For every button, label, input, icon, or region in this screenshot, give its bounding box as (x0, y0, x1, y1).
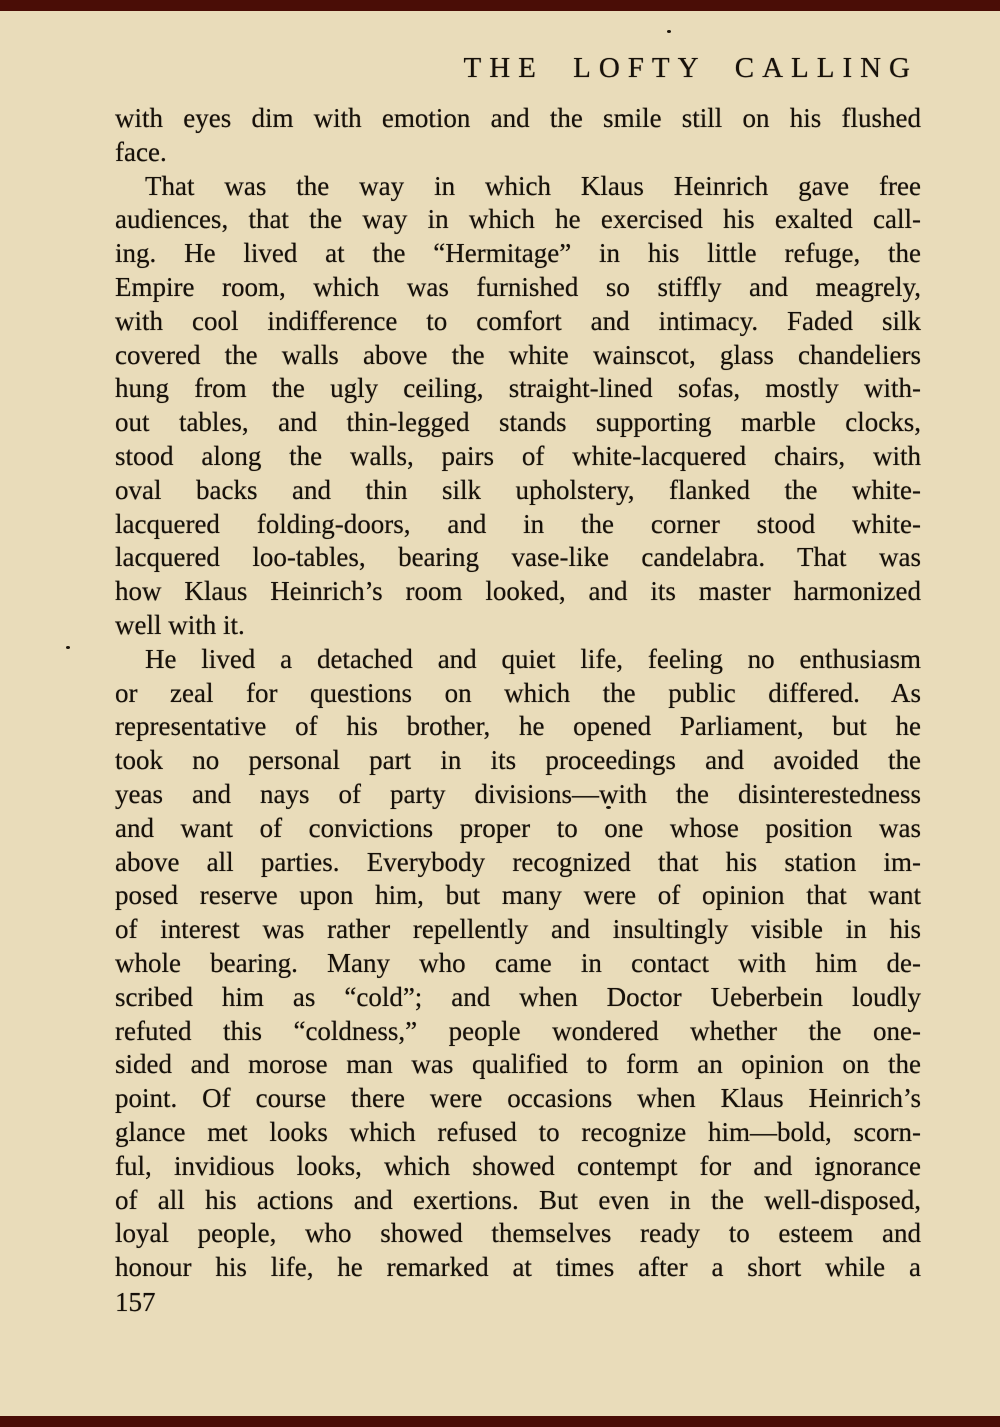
text-line: ful, invidious looks, which showed contempt for and ignorance (115, 1150, 921, 1181)
text-line: sided and morose man was qualified to form an opinion on the (115, 1049, 921, 1080)
text-line: ing. He lived at the “Hermitage” in his little refuge, the (115, 238, 921, 269)
text-line: posed reserve upon him, but many were of opinion that want (115, 880, 921, 911)
text-line: He lived a detached and quiet life, feeling no enthusiasm (145, 643, 921, 674)
text-line: glance met looks which refused to recognize him—bold, scorn- (115, 1116, 921, 1147)
text-line: face. (115, 136, 167, 167)
text-line: yeas and nays of party divisions—with the disinterestedness (115, 778, 921, 809)
text-line: scribed him as “cold”; and when Doctor Ueberbein loudly (115, 981, 921, 1012)
running-header: THE LOFTY CALLING (463, 52, 918, 84)
text-line: honour his life, he remarked at times after a short while a (115, 1252, 921, 1283)
text-line: whole bearing. Many who came in contact with him de- (115, 947, 921, 978)
text-line: refuted this “coldness,” people wondered whether the one- (115, 1015, 921, 1046)
text-line: audiences, that the way in which he exercised his exalted call- (115, 204, 921, 235)
text-line: out tables, and thin-legged stands supporting marble clocks, (115, 407, 921, 438)
text-line: lacquered folding-doors, and in the corner stood white- (115, 508, 921, 539)
text-line: and want of convictions proper to one whose position was (115, 812, 921, 843)
scan-speck (66, 646, 70, 649)
text-line: stood along the walls, pairs of white-lacquered chairs, with (115, 440, 921, 471)
text-line: That was the way in which Klaus Heinrich gave free (145, 170, 921, 201)
text-line: well with it. (115, 609, 245, 640)
scan-edge-bottom (0, 1416, 1000, 1427)
text-line: with eyes dim with emotion and the smile still on his flushed (115, 103, 921, 133)
text-line: point. Of course there were occasions when Klaus Heinrich’s (115, 1083, 921, 1114)
text-line: took no personal part in its proceedings and avoided the (115, 745, 921, 776)
text-line: or zeal for questions on which the public differed. As (115, 677, 921, 708)
text-line: of interest was rather repellently and insultingly visible in his (115, 914, 921, 945)
text-line: hung from the ugly ceiling, straight-lined sofas, mostly with- (115, 373, 921, 404)
scan-edge-top (0, 0, 1000, 11)
text-line: covered the walls above the white wainscot, glass chandeliers (115, 339, 921, 370)
page-number: 157 (115, 1287, 156, 1317)
text-line: representative of his brother, he opened Parliament, but he (115, 711, 921, 742)
page-body (115, 102, 921, 1285)
text-line: oval backs and thin silk upholstery, flanked the white- (115, 474, 921, 505)
text-line: how Klaus Heinrich’s room looked, and its master harmonized (115, 576, 921, 607)
scan-speck (667, 30, 671, 33)
text-line: lacquered loo-tables, bearing vase-like candelabra. That was (115, 542, 921, 573)
text-line: above all parties. Everybody recognized that his station im- (115, 846, 921, 877)
text-line: Empire room, which was furnished so stiffly and meagrely, (115, 271, 921, 302)
text-line: of all his actions and exertions. But even in the well-disposed, (115, 1184, 921, 1215)
text-line: with cool indifference to comfort and intimacy. Faded silk (115, 305, 921, 336)
text-line: loyal people, who showed themselves ready to esteem and (115, 1218, 921, 1249)
